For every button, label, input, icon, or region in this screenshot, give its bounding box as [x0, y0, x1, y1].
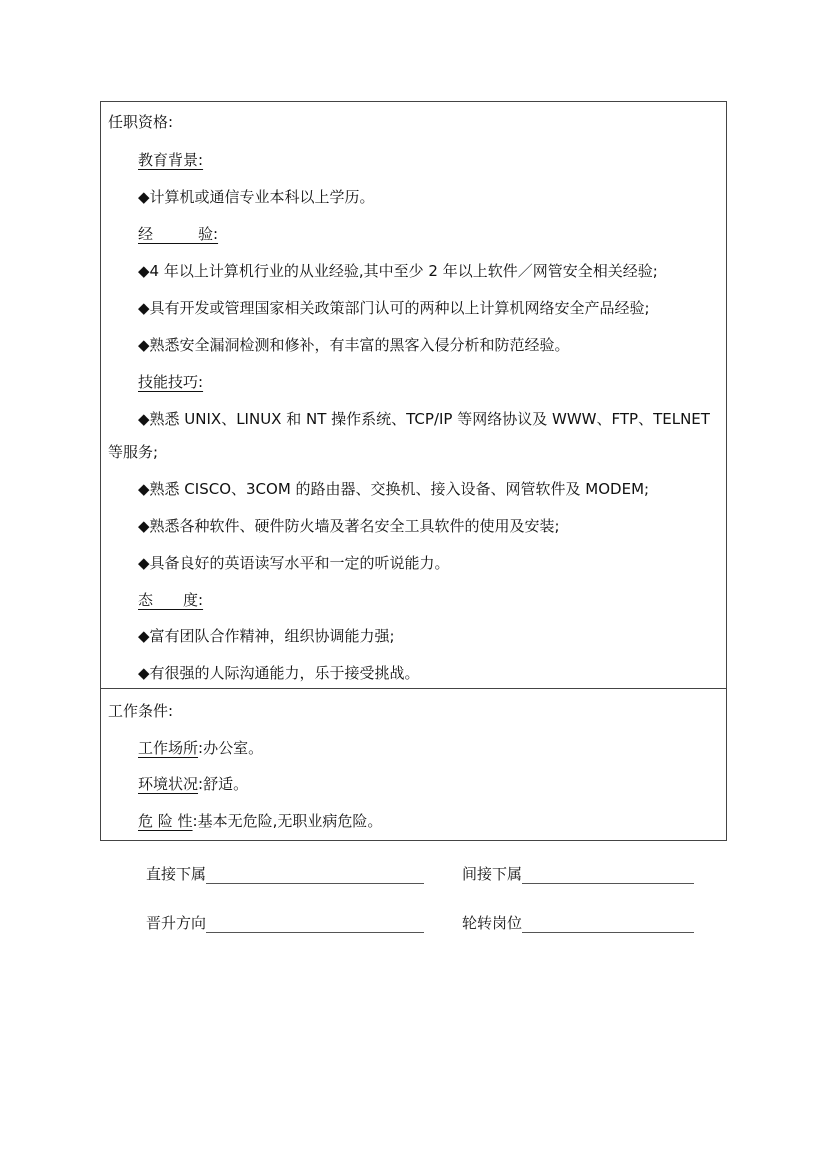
list-item: ◆具有开发或管理国家相关政策部门认可的两种以上计算机网络安全产品经验;: [138, 299, 650, 317]
list-item: ◆具备良好的英语读写水平和一定的听说能力。: [138, 554, 450, 572]
condition-label: 环境状况: [138, 775, 199, 793]
condition-row: [138, 774, 248, 794]
condition-label: 工作场所: [138, 739, 199, 757]
indirect-reports-field: [462, 864, 694, 884]
promotion-field: [146, 913, 424, 933]
work-conditions-section: [100, 688, 727, 841]
field-label: 直接下属: [146, 865, 207, 883]
skills-label: 技能技巧:: [138, 373, 204, 391]
list-item: ◆4 年以上计算机行业的从业经验,其中至少 2 年以上软件／网管安全相关经验;: [138, 262, 658, 280]
list-item: ◆熟悉安全漏洞检测和修补，有丰富的黑客入侵分析和防范经验。: [138, 336, 570, 354]
condition-label: 危 险 性: [138, 812, 193, 830]
list-item: ◆熟悉各种软件、硬件防火墙及著名安全工具软件的使用及安装;: [138, 517, 560, 535]
promotion-blank[interactable]: [206, 916, 424, 933]
list-item: ◆熟悉 UNIX、LINUX 和 NT 操作系统、TCP/IP 等网络协议及 WWW、FTP、TELNET: [138, 410, 710, 428]
list-item: ◆有很强的人际沟通能力，乐于接受挑战。: [138, 664, 420, 682]
condition-row: [138, 738, 263, 758]
list-item: ◆富有团队合作精神，组织协调能力强;: [138, 627, 395, 645]
qualifications-section: [100, 101, 727, 689]
condition-value: :办公室。: [198, 739, 264, 757]
list-item: ◆计算机或通信专业本科以上学历。: [138, 188, 375, 206]
rotation-blank[interactable]: [522, 916, 694, 933]
experience-label: 经 验:: [138, 225, 219, 243]
direct-reports-blank[interactable]: [206, 867, 424, 884]
field-label: 晋升方向: [146, 914, 207, 932]
field-label: 轮转岗位: [462, 914, 523, 932]
indirect-reports-blank[interactable]: [522, 867, 694, 884]
rotation-field: [462, 913, 694, 933]
section-title: 任职资格:: [108, 113, 174, 131]
direct-reports-field: [146, 864, 424, 884]
field-label: 间接下属: [462, 865, 523, 883]
condition-value: :舒适。: [198, 775, 249, 793]
list-item-continuation: 等服务;: [108, 443, 159, 461]
section-title: 工作条件:: [108, 702, 174, 720]
condition-row: [138, 811, 382, 831]
list-item: ◆熟悉 CISCO、3COM 的路由器、交换机、接入设备、网管软件及 MODEM;: [138, 480, 650, 498]
condition-value: :基本无危险,无职业病危险。: [192, 812, 383, 830]
education-label: 教育背景:: [138, 151, 204, 169]
attitude-label: 态 度:: [138, 591, 204, 609]
